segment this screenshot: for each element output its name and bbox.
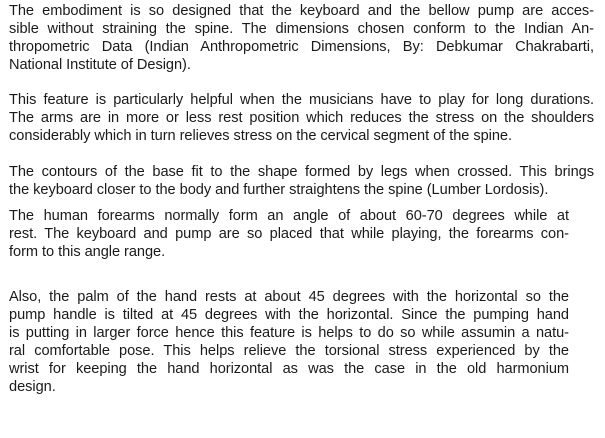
paragraph-4-line-1: The human forearms normally form an angle of about 60-70 degrees while at: [9, 208, 569, 224]
paragraph-3-line-1: The contours of the base fit to the shape formed by legs when crossed. This brings: [9, 164, 594, 180]
paragraph-5-line-1: Also, the palm of the hand rests at about 45 degrees with the horizontal so the: [9, 289, 569, 305]
paragraph-1-line-4: National Institute of Design).: [9, 57, 191, 73]
paragraph-2-line-3: considerably which in turn relieves stress on the cervical segment of the spine.: [9, 128, 512, 144]
paragraph-3-line-2: the keyboard closer to the body and further straightens the spine (Lumber Lordosis).: [9, 182, 549, 198]
paragraph-5-line-3: is putting in larger force hence this feature is helps to do so while assumin a natu-: [9, 325, 569, 341]
paragraph-1-line-3: thropometric Data (Indian Anthropometric Dimensions, By: Debkumar Chakrabarti,: [9, 39, 594, 55]
paragraph-2-line-2: The arms are in more or less rest position which reduces the stress on the shoulders: [9, 110, 594, 126]
paragraph-4-line-2: rest. The keyboard and pump are so placed that while playing, the forearms con-: [9, 226, 569, 242]
paragraph-2-line-1: This feature is particularly helpful when the musicians have to play for long durations.: [9, 92, 594, 108]
paragraph-5-line-5: wrist for keeping the hand horizontal as was the case in the old harmonium: [9, 361, 569, 377]
paragraph-5-line-6: design.: [9, 379, 56, 395]
paragraph-1-line-2: sible without straining the spine. The dimensions chosen conform to the Indian An-: [9, 21, 594, 37]
paragraph-1-line-1: The embodiment is so designed that the keyboard and the bellow pump are acces-: [9, 3, 594, 19]
paragraph-5-line-2: pump handle is tilted at 45 degrees with the horizontal. Since the pumping hand: [9, 307, 569, 323]
paragraph-5-line-4: ral comfortable pose. This helps relieve the torsional stress experienced by the: [9, 343, 569, 359]
paragraph-4-line-3: form to this angle range.: [9, 244, 166, 260]
